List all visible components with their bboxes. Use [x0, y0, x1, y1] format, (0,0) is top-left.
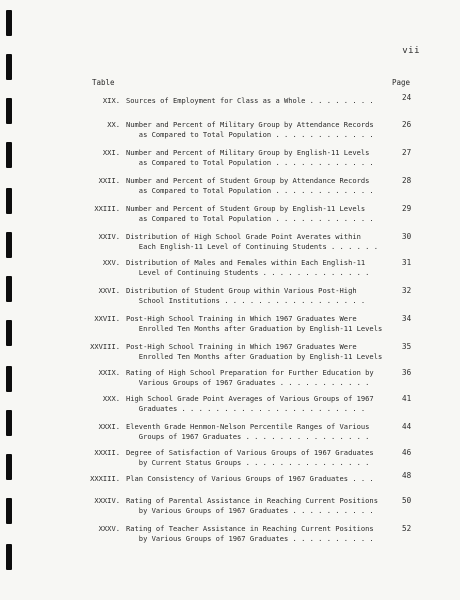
binding-hole-mark	[6, 98, 12, 124]
table-title-line: Graduates . . . . . . . . . . . . . . . . . . . . . .	[126, 404, 366, 413]
table-number: XXI.	[102, 148, 120, 157]
table-title-line: Number and Percent of Military Group by Attendance Records	[126, 120, 374, 129]
table-title-line: Plan Consistency of Various Groups of 1967 Graduates . . .	[126, 474, 374, 483]
table-title-line: Degree of Satisfaction of Various Groups of 1967 Graduates	[126, 448, 374, 457]
table-title-line: Groups of 1967 Graduates . . . . . . . . . . . . . . .	[126, 432, 370, 441]
page-reference: 46	[402, 448, 412, 457]
table-number: XXV.	[102, 258, 120, 267]
table-title-line: by Various Groups of 1967 Graduates . . . . . . . . . .	[126, 506, 374, 515]
table-title-line: Number and Percent of Military Group by English-11 Levels	[126, 148, 370, 157]
binding-hole-mark	[6, 366, 12, 392]
table-number: XX.	[107, 120, 120, 129]
table-title	[126, 342, 396, 362]
table-title	[126, 422, 396, 442]
table-number: XXX.	[102, 394, 120, 403]
table-title	[126, 496, 396, 516]
table-title-line: Each English-11 Level of Continuing Students . . . . . .	[126, 242, 378, 251]
page-reference: 36	[402, 368, 412, 377]
table-number: XXVII.	[94, 314, 120, 323]
page-reference: 27	[402, 148, 412, 157]
table-title-line: Distribution of Males and Females within Each English-11	[126, 258, 366, 267]
page-number: vii	[402, 46, 420, 56]
table-title-line: Distribution of High School Grade Point Averates within	[126, 232, 361, 241]
table-number: XXXII.	[94, 448, 120, 457]
table-title	[126, 232, 396, 252]
page-reference: 34	[402, 314, 412, 323]
table-title-line: High School Grade Point Averages of Various Groups of 1967	[126, 394, 374, 403]
table-title-line: Sources of Employment for Class as a Whole . . . . . . . .	[126, 96, 374, 105]
table-title-line: Post-High School Training in Which 1967 Graduates Were	[126, 314, 357, 323]
page-reference: 48	[402, 471, 412, 480]
table-title	[126, 368, 396, 388]
table-title	[126, 96, 396, 106]
table-title	[126, 120, 396, 140]
table-title-line: Post-High School Training in Which 1967 Graduates Were	[126, 342, 357, 351]
table-title-line: Enrolled Ten Months after Graduation by English-11 Levels	[126, 352, 383, 361]
binding-hole-mark	[6, 454, 12, 480]
binding-hole-mark	[6, 188, 12, 214]
table-title-line: Enrolled Ten Months after Graduation by English-11 Levels	[126, 324, 383, 333]
table-title	[126, 286, 396, 306]
binding-hole-mark	[6, 410, 12, 436]
table-title-line: as Compared to Total Population . . . . . . . . . . . .	[126, 130, 374, 139]
binding-hole-mark	[6, 54, 12, 80]
table-title-line: as Compared to Total Population . . . . . . . . . . . .	[126, 158, 374, 167]
binding-hole-mark	[6, 142, 12, 168]
table-title	[126, 258, 396, 278]
table-title	[126, 176, 396, 196]
page-reference: 28	[402, 176, 412, 185]
table-number: XXXI.	[98, 422, 120, 431]
table-title-line: Distribution of Student Group within Various Post-High	[126, 286, 357, 295]
table-title-line: School Institutions . . . . . . . . . . . . . . . . .	[126, 296, 366, 305]
table-number: XXIX.	[98, 368, 120, 377]
page-reference: 30	[402, 232, 412, 241]
table-title	[126, 524, 396, 544]
page-reference: 50	[402, 496, 412, 505]
page-column-header: Page	[391, 78, 410, 87]
table-title-line: Level of Continuing Students . . . . . . . . . . . . .	[126, 268, 370, 277]
table-number: XXVIII.	[90, 342, 120, 351]
table-title-line: Number and Percent of Student Group by Attendance Records	[126, 176, 370, 185]
page-reference: 24	[402, 93, 412, 102]
table-title-line: Various Groups of 1967 Graduates . . . . . . . . . . .	[126, 378, 370, 387]
table-number: XXXIV.	[94, 496, 120, 505]
table-title-line: Rating of Parental Assistance in Reaching Current Positions	[126, 496, 378, 505]
table-number: XXIII.	[94, 204, 120, 213]
table-title-line: Rating of Teacher Assistance in Reaching Current Positions	[126, 524, 374, 533]
table-title	[126, 314, 396, 334]
table-title-line: Eleventh Grade Henmon-Nelson Percentile Ranges of Various	[126, 422, 370, 431]
page-reference: 26	[402, 120, 412, 129]
binding-hole-mark	[6, 276, 12, 302]
table-title-line: as Compared to Total Population . . . . . . . . . . . .	[126, 214, 374, 223]
table-title-line: by Current Status Groups . . . . . . . . . . . . . . .	[126, 458, 370, 467]
table-column-header: Table	[92, 78, 115, 87]
table-number: XXII.	[98, 176, 120, 185]
binding-hole-mark	[6, 10, 12, 36]
page-reference: 52	[402, 524, 412, 533]
table-title-line: as Compared to Total Population . . . . . . . . . . . .	[126, 186, 374, 195]
table-title	[126, 148, 396, 168]
table-title	[126, 474, 396, 484]
page-reference: 32	[402, 286, 412, 295]
binding-hole-mark	[6, 498, 12, 524]
page-reference: 35	[402, 342, 412, 351]
table-title-line: by Various Groups of 1967 Graduates . . . . . . . . . .	[126, 534, 374, 543]
binding-hole-mark	[6, 320, 12, 346]
table-title	[126, 448, 396, 468]
table-title	[126, 394, 396, 414]
page-reference: 31	[402, 258, 412, 267]
table-number: XXIV.	[98, 232, 120, 241]
table-title-line: Number and Percent of Student Group by English-11 Levels	[126, 204, 366, 213]
binding-hole-mark	[6, 232, 12, 258]
page-reference: 29	[402, 204, 412, 213]
page-reference: 41	[402, 394, 412, 403]
table-number: XXVI.	[98, 286, 120, 295]
table-number: XXXV.	[98, 524, 120, 533]
table-title	[126, 204, 396, 224]
table-number: XXXIII.	[90, 474, 120, 483]
table-number: XIX.	[102, 96, 120, 105]
binding-hole-mark	[6, 544, 12, 570]
table-title-line: Rating of High School Preparation for Further Education by	[126, 368, 374, 377]
page-reference: 44	[402, 422, 412, 431]
